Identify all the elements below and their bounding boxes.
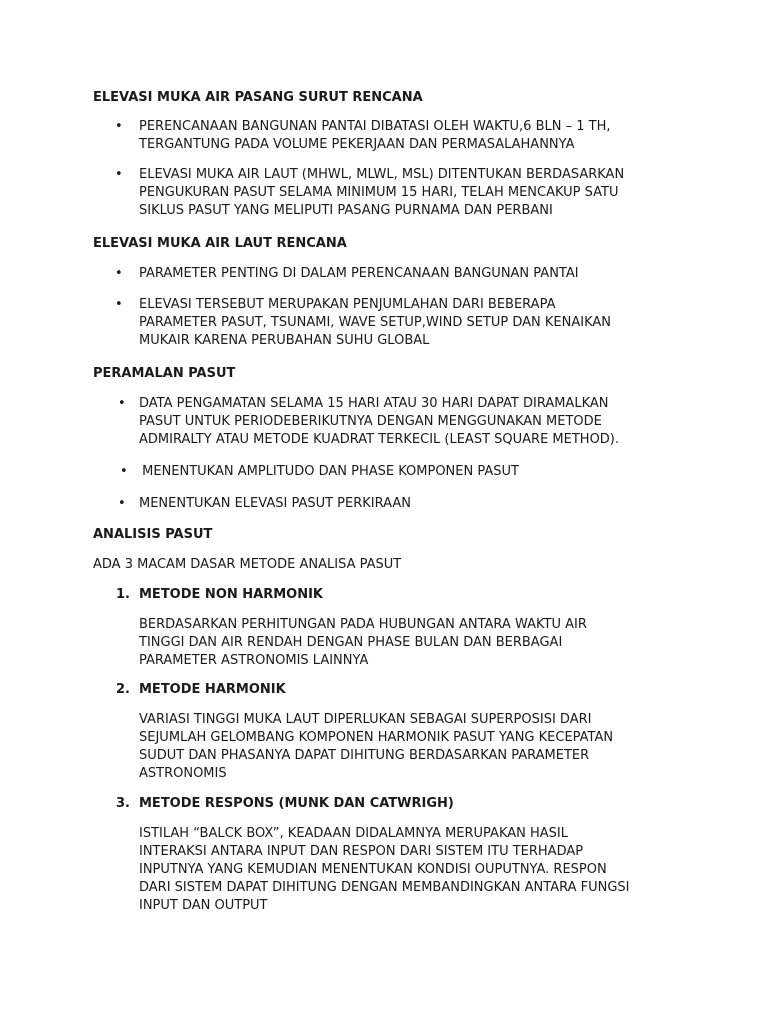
bullet-item bbox=[93, 296, 693, 350]
section-heading bbox=[93, 363, 693, 385]
text-line: DARI SISTEM DAPAT DIHITUNG DENGAN MEMBANDINGKAN ANTARA FUNGSI bbox=[139, 880, 630, 895]
item-number: 1. bbox=[116, 587, 130, 602]
text-line: MENENTUKAN ELEVASI PASUT PERKIRAAN bbox=[139, 496, 412, 511]
text-line: ISTILAH “BALCK BOX”, KEADAAN DIDALAMNYA MERUPAKAN HASIL bbox=[139, 826, 568, 841]
bullet-item bbox=[93, 118, 693, 154]
item-title: METODE HARMONIK bbox=[139, 682, 286, 697]
text-line: ELEVASI TERSEBUT MERUPAKAN PENJUMLAHAN DARI BEBERAPA bbox=[139, 297, 556, 312]
item-description bbox=[93, 711, 693, 783]
intro-paragraph bbox=[93, 556, 693, 574]
bullet-item bbox=[93, 463, 693, 481]
heading-peramalan-pasut: PERAMALAN PASUT bbox=[93, 366, 236, 381]
bullet-icon: • bbox=[118, 496, 126, 511]
text-line: ELEVASI MUKA AIR LAUT (MHWL, MLWL, MSL) DITENTUKAN BERDASARKAN bbox=[139, 167, 625, 182]
text-line: ASTRONOMIS bbox=[139, 766, 227, 781]
heading-elevasi-laut-rencana: ELEVASI MUKA AIR LAUT RENCANA bbox=[93, 236, 347, 251]
bullet-icon: • bbox=[115, 297, 123, 312]
text-line: PERENCANAAN BANGUNAN PANTAI DIBATASI OLEH WAKTU,6 BLN – 1 TH, bbox=[139, 119, 611, 134]
text-line: INPUT DAN OUTPUT bbox=[139, 898, 268, 913]
text-line: SUDUT DAN PHASANYA DAPAT DIHITUNG BERDASARKAN PARAMETER bbox=[139, 748, 590, 763]
text-line: ADA 3 MACAM DASAR METODE ANALISA PASUT bbox=[93, 557, 402, 572]
item-number: 2. bbox=[116, 682, 130, 697]
bullet-item bbox=[93, 265, 693, 283]
item-title: METODE NON HARMONIK bbox=[139, 587, 323, 602]
bullet-item bbox=[93, 166, 693, 220]
text-line: MENENTUKAN AMPLITUDO DAN PHASE KOMPONEN PASUT bbox=[138, 464, 519, 479]
item-description bbox=[93, 825, 693, 915]
text-line: TERGANTUNG PADA VOLUME PEKERJAAN DAN PERMASALAHANNYA bbox=[139, 137, 575, 152]
text-line: PARAMETER PASUT, TSUNAMI, WAVE SETUP,WIND SETUP DAN KENAIKAN bbox=[139, 315, 611, 330]
text-line: PENGUKURAN PASUT SELAMA MINIMUM 15 HARI, TELAH MENCAKUP SATU bbox=[139, 185, 619, 200]
text-line: PASUT UNTUK PERIODEBERIKUTNYA DENGAN MENGGUNAKAN METODE bbox=[139, 414, 602, 429]
bullet-icon: • bbox=[118, 396, 126, 411]
bullet-icon: • bbox=[115, 119, 123, 134]
text-line: ADMIRALTY ATAU METODE KUADRAT TERKECIL (LEAST SQUARE METHOD). bbox=[139, 432, 620, 447]
item-number: 3. bbox=[116, 796, 130, 811]
section-heading bbox=[93, 233, 693, 255]
numbered-item bbox=[93, 586, 693, 604]
heading-elevasi-pasang-surut: ELEVASI MUKA AIR PASANG SURUT RENCANA bbox=[93, 90, 423, 105]
text-line: SIKLUS PASUT YANG MELIPUTI PASANG PURNAMA DAN PERBANI bbox=[139, 203, 553, 218]
bullet-icon: • bbox=[115, 266, 123, 281]
text-line: SEJUMLAH GELOMBANG KOMPONEN HARMONIK PASUT YANG KECEPATAN bbox=[139, 730, 614, 745]
text-line: DATA PENGAMATAN SELAMA 15 HARI ATAU 30 HARI DAPAT DIRAMALKAN bbox=[139, 396, 609, 411]
text-line: PARAMETER PENTING DI DALAM PERENCANAAN BANGUNAN PANTAI bbox=[139, 266, 579, 281]
bullet-icon: • bbox=[115, 167, 123, 182]
text-line: INPUTNYA YANG KEMUDIAN MENENTUKAN KONDISI OUPUTNYA. RESPON bbox=[139, 862, 607, 877]
numbered-item bbox=[93, 795, 693, 813]
text-line: TINGGI DAN AIR RENDAH DENGAN PHASE BULAN DAN BERBAGAI bbox=[139, 635, 563, 650]
section-heading bbox=[93, 87, 693, 109]
item-title: METODE RESPONS (MUNK DAN CATWRIGH) bbox=[139, 796, 454, 811]
section-heading bbox=[93, 524, 693, 546]
bullet-item bbox=[93, 495, 693, 513]
text-line: BERDASARKAN PERHITUNGAN PADA HUBUNGAN ANTARA WAKTU AIR bbox=[139, 617, 587, 632]
text-line: INTERAKSI ANTARA INPUT DAN RESPON DARI SISTEM ITU TERHADAP bbox=[139, 844, 584, 859]
bullet-icon: • bbox=[120, 464, 128, 479]
item-description bbox=[93, 616, 693, 670]
numbered-item bbox=[93, 681, 693, 699]
text-line: MUKAIR KARENA PERUBAHAN SUHU GLOBAL bbox=[139, 333, 430, 348]
heading-analisis-pasut: ANALISIS PASUT bbox=[93, 527, 213, 542]
text-line: PARAMETER ASTRONOMIS LAINNYA bbox=[139, 653, 369, 668]
text-line: VARIASI TINGGI MUKA LAUT DIPERLUKAN SEBAGAI SUPERPOSISI DARI bbox=[139, 712, 592, 727]
bullet-item bbox=[93, 395, 693, 449]
